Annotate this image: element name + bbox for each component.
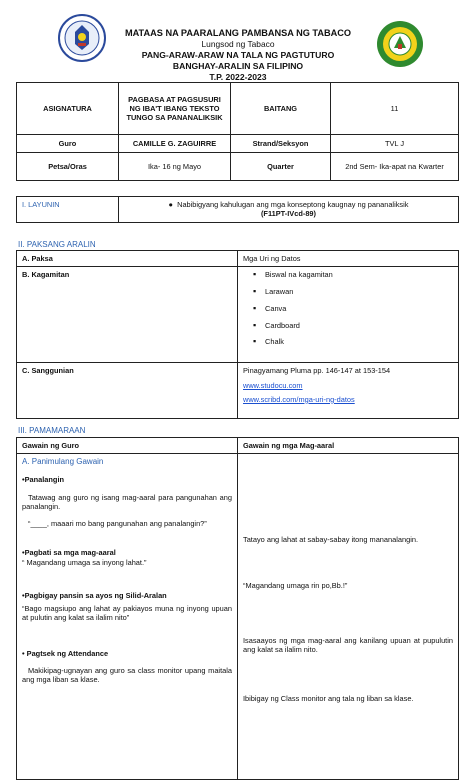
pansin-magaaral-text: Isasaayos ng mga mag-aaral ang kanilang upuan at pupulutin ang kalat sa ilalim nito. bbox=[243, 635, 453, 654]
asignatura-value: PAGBASA AT PAGSUSURI NG IBA'T IBANG TEKSTO TUNGO SA PANANALIKSIK bbox=[119, 83, 231, 135]
sanggunian-text: Pinagyamang Pluma pp. 146-147 at 153-154 bbox=[243, 366, 391, 376]
kagamitan-label: B. Kagamitan bbox=[17, 267, 238, 363]
attendance-guro-text: Makikipag-ugnayan ang guro sa class monitor upang maitala ang mga liban sa klase. bbox=[22, 665, 232, 684]
paksang-aralin-heading: II. PAKSANG ARALIN bbox=[18, 240, 96, 249]
document-subtitle: BANGHAY-ARALIN SA FILIPINO bbox=[172, 61, 304, 71]
pagbati-guro-text: “ Magandang umaga sa inyong lahat.” bbox=[22, 557, 147, 567]
baitang-value: 11 bbox=[331, 83, 459, 135]
pansin-guro-text: “Bago magsiupo ang lahat ay pakiayos muna ng inyong upuan at pulutin ang kalat sa ilalim nito” bbox=[22, 604, 232, 623]
gawain-guro-cell bbox=[17, 454, 238, 780]
guro-value: CAMILLE G. ZAGUIRRE bbox=[119, 135, 231, 153]
list-item: ▪ Canva bbox=[265, 304, 453, 313]
paksa-value: Mga Uri ng Datos bbox=[238, 251, 459, 267]
sanggunian-cell bbox=[238, 363, 459, 419]
layunin-table bbox=[16, 196, 459, 223]
guro-label: Guro bbox=[17, 135, 119, 153]
list-item: ▪ Larawan bbox=[265, 287, 453, 296]
deped-seal-icon bbox=[58, 14, 106, 62]
panalangin-magaaral-text: Tatayo ang lahat at sabay-sabay itong mananalangin. bbox=[243, 535, 419, 545]
layunin-text: Nabibigyang kahulugan ang mga konseptong kaugnay ng pananaliksik bbox=[177, 200, 409, 209]
attendance-title: • Pagtsek ng Attendance bbox=[22, 648, 109, 658]
pagbati-title: •Pagbati sa mga mag-aaral bbox=[22, 548, 116, 558]
layunin-label: I. LAYUNIN bbox=[17, 197, 119, 223]
kagamitan-list-cell bbox=[238, 267, 459, 363]
petsa-label: Petsa/Oras bbox=[17, 153, 119, 181]
bullet-dot-icon: ● bbox=[168, 200, 178, 209]
col-gawain-magaaral: Gawain ng mga Mag-aaral bbox=[238, 438, 459, 454]
attendance-magaaral-text: Ibibigay ng Class monitor ang tala ng liban sa klase. bbox=[243, 694, 414, 704]
panimulang-gawain-title: A. Panimulang Gawain bbox=[22, 457, 104, 467]
pamamaraan-heading: III. PAMAMARAAN bbox=[18, 426, 86, 435]
panalangin-guro-quote: “____, maaari mo bang pangunahan ang panalangin?” bbox=[28, 519, 207, 528]
paksa-label: A. Paksa bbox=[17, 251, 238, 267]
document-title: PANG-ARAW-ARAW NA TALA NG PAGTUTURO bbox=[141, 50, 335, 60]
scribd-link[interactable]: www.scribd.com/mga-uri-ng-datos bbox=[243, 394, 355, 404]
gawain-magaaral-cell bbox=[238, 454, 459, 780]
studocu-link[interactable]: www.studocu.com bbox=[243, 380, 303, 390]
list-item: ▪ Cardboard bbox=[265, 321, 453, 330]
pagbati-magaaral-text: “Magandang umaga rin po,Bb.!” bbox=[243, 580, 348, 590]
kagamitan-list bbox=[243, 270, 453, 346]
panalangin-guro-text: Tatawag ang guro ng isang mag-aaral para pangunahan ang panalangin. bbox=[22, 492, 232, 511]
quarter-label: Quarter bbox=[231, 153, 331, 181]
school-seal-icon bbox=[376, 20, 424, 68]
quarter-value: 2nd Sem- Ika-apat na Kwarter bbox=[331, 153, 459, 181]
school-year: T.P. 2022-2023 bbox=[209, 72, 267, 82]
col-gawain-guro: Gawain ng Guro bbox=[17, 438, 238, 454]
strand-value: TVL J bbox=[331, 135, 459, 153]
info-table bbox=[16, 82, 459, 181]
strand-label: Strand/Seksyon bbox=[231, 135, 331, 153]
pansin-title: •Pagbigay pansin sa ayos ng Silid-Aralan bbox=[22, 590, 167, 600]
layunin-content bbox=[119, 197, 459, 223]
list-item: ▪ Chalk bbox=[265, 337, 453, 346]
petsa-value: Ika- 16 ng Mayo bbox=[119, 153, 231, 181]
layunin-code: (F11PT-IVcd-89) bbox=[260, 209, 317, 219]
sanggunian-label: C. Sanggunian bbox=[17, 363, 238, 419]
asignatura-label: ASIGNATURA bbox=[17, 83, 119, 135]
baitang-label: BAITANG bbox=[231, 83, 331, 135]
pamamaraan-table bbox=[16, 437, 459, 780]
panalangin-title: •Panalangin bbox=[22, 475, 65, 485]
school-town: Lungsod ng Tabaco bbox=[201, 39, 275, 49]
school-name: MATAAS NA PAARALANG PAMBANSA NG TABACO bbox=[124, 28, 352, 38]
list-item: ▪ Biswal na kagamitan bbox=[265, 270, 453, 279]
paksang-aralin-table bbox=[16, 250, 459, 419]
